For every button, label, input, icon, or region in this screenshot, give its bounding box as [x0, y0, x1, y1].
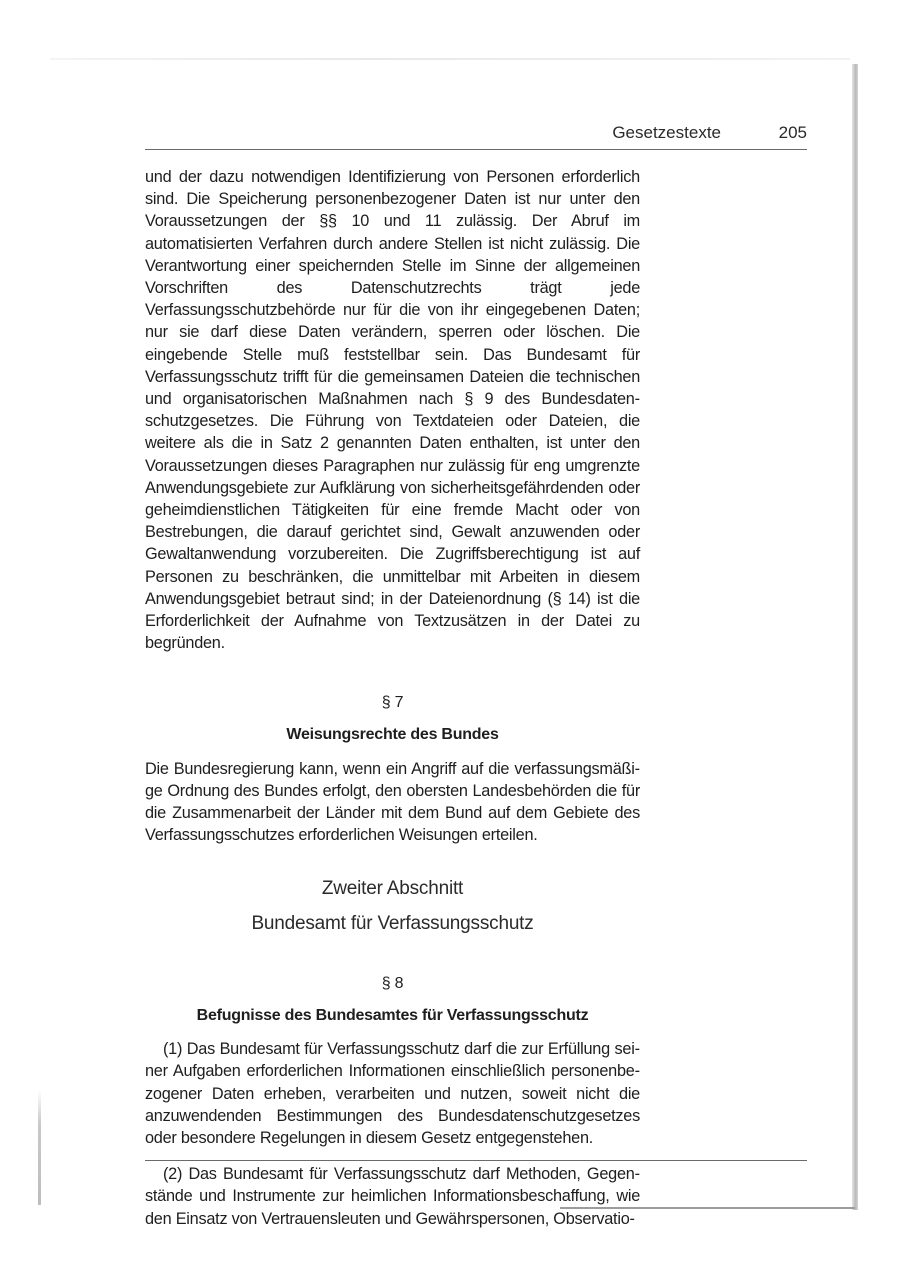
- section-subtitle: Bundesamt für Verfassungsschutz: [251, 912, 534, 934]
- running-head: Gesetzestexte: [612, 123, 721, 142]
- section-title: Zweiter Abschnitt: [321, 878, 464, 900]
- paragraph-7: Die Bundesregierung kann, wenn ein Angriff auf die verfassungsmäßige Ordnung des Bundes erfolgt, den obersten Landesbehörden die für die Zusammenarbeit der Länder mit dem Bund auf dem Gebiete des Verfassungsschutzes erforderlichen Weisungen erteilen.: [145, 759, 640, 845]
- paragraph-intro: und der dazu notwendigen Identifizierung von Personen erforderlich sind. Die Speicherung personenbezogener Daten ist nur unter den Voraussetzungen der §§ 10 und 11 zulässig. Der Abruf im automatisierten Verfahren durch andere Stellen ist nicht zulässig. Die Verantwortung einer speichernden Stelle im Sinne der allgemeinen Vorschriften des Datenschutzrechts trägt jede Verfassungsschutzbehörde nur für die von ihr eingegebenen Daten; nur sie darf diese Daten verändern, sperren oder löschen. Die eingebende Stelle muß feststellbar sein. Das Bundesamt für Verfassungsschutz trifft für die gemeinsamen Dateien die technischen und organisatorischen Maßnahmen nach § 9 des Bundesdatenschutzgesetzes. Die Führung von Textdateien oder Dateien, die weitere als die in Satz 2 genannten Daten enthalten, ist unter den Voraussetzungen dieses Paragraphen nur zulässig für eng umgrenzte Anwendungsgebiete zur Aufklärung von sicherheitsgefährdenden oder geheimdienstlichen Tätigkeiten für eine fremde Macht oder von Bestrebungen, die darauf gerichtet sind, Gewalt anzuwenden oder Gewaltanwendung vorzubereiten. Die Zugriffsberechtigung ist auf Personen zu beschränken, die unmittelbar mit Arbeiten in diesem Anwendungsgebiet betraut sind; in der Dateienordnung (§ 14) ist die Erforderlichkeit der Aufnahme von Textzusätzen in der Datei zu begründen.: [145, 168, 640, 653]
- paragraph-8-1: (1) Das Bundesamt für Verfassungsschutz darf die zur Erfüllung seiner Aufgaben erforderlichen Informationen einschließlich personenbezogener Daten erheben, verarbeiten und nutzen, soweit nicht die anzuwendenden Bestimmungen des Bundesdatenschutzgesetzes oder besondere Regelungen in diesem Gesetz entgegenstehen.: [145, 1040, 640, 1147]
- footer-rule: [145, 1160, 807, 1161]
- section-sign-8: § 8: [381, 974, 404, 992]
- paragraph-8-2: (2) Das Bundesamt für Verfassungsschutz darf Methoden, Gegenstände und Instrumente zur heimlichen Informationsbeschaffung, wie den Einsatz von Vertrauensleuten und Gewährspersonen, Observatio-: [145, 1165, 640, 1228]
- heading-8: Befugnisse des Bundesamtes für Verfassungsschutz: [196, 1006, 589, 1024]
- page-body: [145, 166, 640, 1230]
- heading-7: Weisungsrechte des Bundes: [286, 726, 499, 744]
- scan-edge-left: [38, 1090, 41, 1205]
- section-sign-7: § 7: [381, 694, 404, 712]
- scan-edge-right: [852, 64, 858, 1210]
- header-rule: [145, 149, 807, 150]
- page-header: [145, 121, 807, 147]
- scan-edge-top: [50, 58, 850, 60]
- page-number: 205: [778, 123, 807, 142]
